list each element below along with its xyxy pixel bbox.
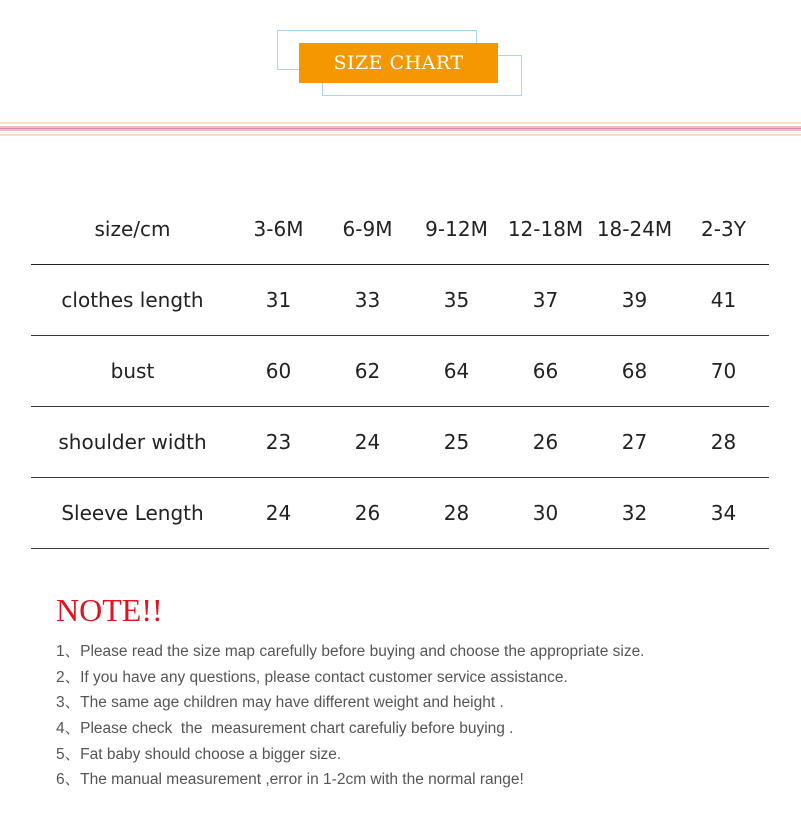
table-cell: 28 xyxy=(710,430,737,454)
column-header: 6-9M xyxy=(342,216,393,241)
row-label: bust xyxy=(110,359,155,383)
row-label: shoulder width xyxy=(58,430,207,454)
table-cell: 62 xyxy=(354,359,381,383)
column-header: 2-3Y xyxy=(701,216,746,241)
table-row xyxy=(31,336,769,407)
table-cell: 27 xyxy=(621,430,648,454)
table-cell: 34 xyxy=(710,501,737,525)
note-item: 5、Fat baby should choose a bigger size. xyxy=(56,745,342,763)
note-item: 1、Please read the size map carefully before buying and choose the appropriate size. xyxy=(56,643,645,660)
table-cell: 39 xyxy=(621,288,648,312)
table-cell: 24 xyxy=(354,430,381,454)
table-cell: 60 xyxy=(265,359,292,383)
table-cell: 32 xyxy=(621,501,648,525)
table-row xyxy=(31,407,769,478)
column-header: 9-12M xyxy=(425,216,488,241)
table-cell: 28 xyxy=(443,501,470,525)
table-cell: 26 xyxy=(532,430,559,454)
column-header: 3-6M xyxy=(253,216,304,241)
table-cell: 70 xyxy=(710,359,737,383)
row-label: clothes length xyxy=(61,288,204,312)
table-cell: 64 xyxy=(443,359,470,383)
table-cell: 35 xyxy=(443,288,470,312)
note-list xyxy=(56,641,645,795)
column-header: 12-18M xyxy=(507,216,584,241)
table-cell: 31 xyxy=(265,288,292,312)
table-cell: 26 xyxy=(354,501,381,525)
note-title: NOTE!! xyxy=(56,592,163,628)
row-label: Sleeve Length xyxy=(61,501,204,525)
note-item: 3、The same age children may have different weight and height . xyxy=(56,694,504,712)
size-chart-title: SIZE CHART xyxy=(299,43,498,83)
table-header-row xyxy=(31,193,769,265)
note-item: 2、If you have any questions, please contact customer service assistance. xyxy=(56,668,568,686)
table-cell: 30 xyxy=(532,501,559,525)
size-table xyxy=(31,193,769,549)
table-cell: 33 xyxy=(354,288,381,312)
table-cell: 37 xyxy=(532,288,559,312)
table-cell: 25 xyxy=(443,430,470,454)
table-row xyxy=(31,265,769,336)
column-header: 18-24M xyxy=(596,216,673,241)
column-header: size/cm xyxy=(94,216,171,241)
note-item: 4、Please check the measurement chart carefuliy before buying . xyxy=(56,720,514,738)
table-cell: 68 xyxy=(621,359,648,383)
table-cell: 23 xyxy=(265,430,292,454)
note-item: 6、The manual measurement ,error in 1-2cm with the normal range! xyxy=(56,771,524,789)
table-cell: 24 xyxy=(265,501,292,525)
table-cell: 66 xyxy=(532,359,559,383)
table-row xyxy=(31,478,769,549)
table-cell: 41 xyxy=(710,288,737,312)
